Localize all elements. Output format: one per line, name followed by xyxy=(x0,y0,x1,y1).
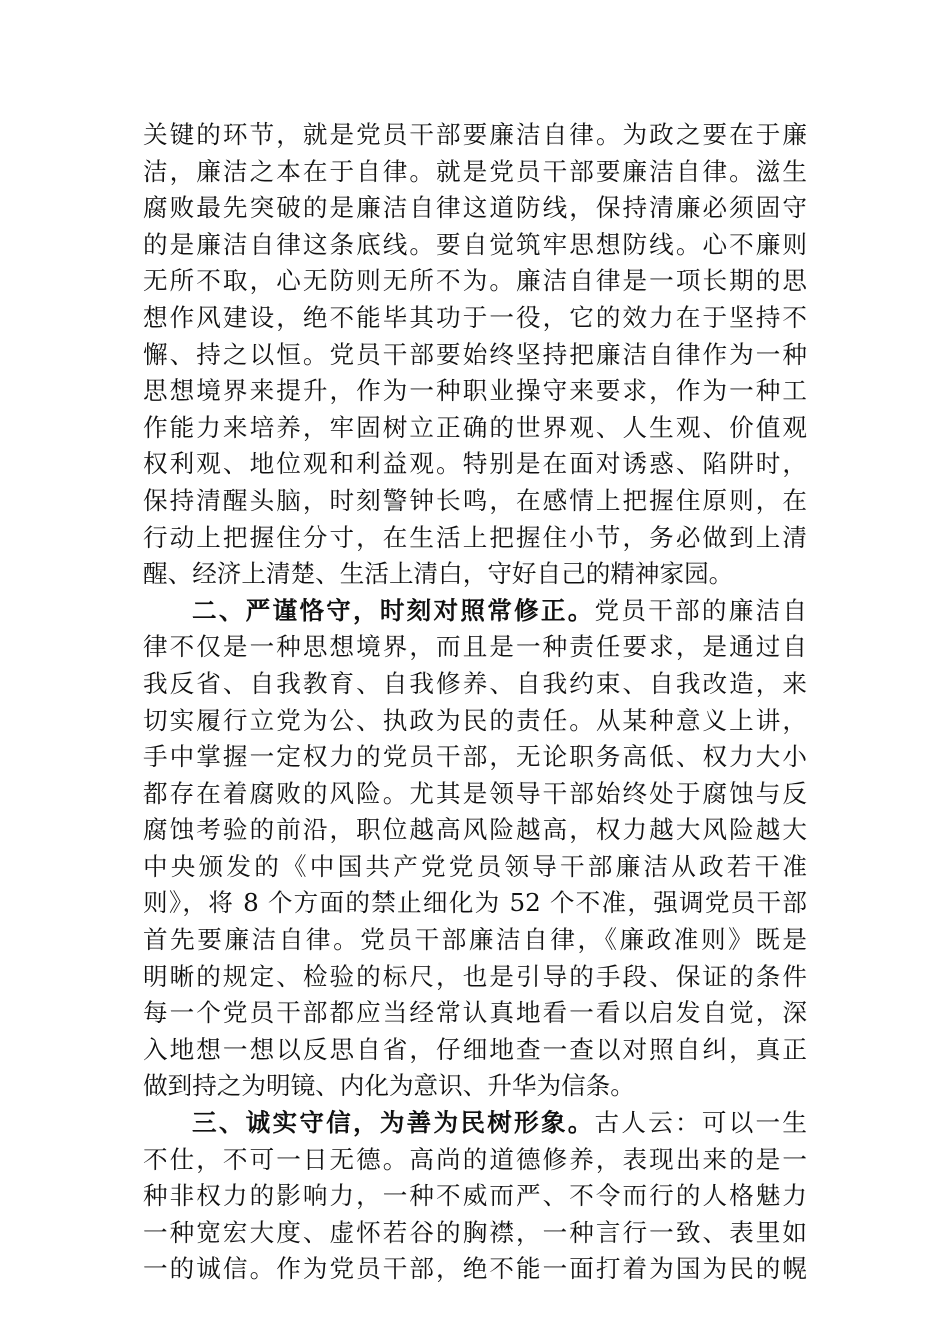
text-line: 洁，廉洁之本在于自律。就是党员干部要廉洁自律。滋生 xyxy=(143,156,807,186)
text-line: 权利观、地位观和利益观。特别是在面对诱惑、陷阱时， xyxy=(143,449,807,479)
text-line: 作能力来培养，牢固树立正确的世界观、人生观、价值观 xyxy=(143,412,807,442)
text-line: 思想境界来提升，作为一种职业操守来要求，作为一种工 xyxy=(143,376,807,406)
text-line: 不仕，不可一日无德。高尚的道德修养，表现出来的是一 xyxy=(143,1144,807,1174)
text-line: 种非权力的影响力，一种不威而严、不令而行的人格魅力 xyxy=(143,1181,807,1211)
text-line: 关键的环节，就是党员干部要廉洁自律。为政之要在于廉 xyxy=(143,120,807,149)
text-line: 都存在着腐败的风险。尤其是领导干部始终处于腐蚀与反 xyxy=(143,778,807,808)
text-line: 律不仅是一种思想境界，而且是一种责任要求，是通过自 xyxy=(143,632,807,662)
text-line: 明晰的规定、检验的标尺，也是引导的手段、保证的条件 xyxy=(143,961,807,991)
section-2-first-line-text: 党员干部的廉洁自 xyxy=(594,595,807,625)
body-text xyxy=(143,117,807,1288)
text-line: 手中掌握一定权力的党员干部，无论职务高低、权力大小 xyxy=(143,742,807,772)
text-line: 做到持之为明镜、内化为意识、升华为信条。 xyxy=(143,1071,635,1101)
text-line: 腐蚀考验的前沿，职位越高风险越高，权力越大风险越大 xyxy=(143,815,807,845)
text-line: 每一个党员干部都应当经常认真地看一看以启发自觉，深 xyxy=(143,998,807,1028)
text-line: 则》，将 8 个方面的禁止细化为 52 个不准，强调党员干部 xyxy=(143,888,807,918)
section-2-heading: 二、严谨恪守，时刻对照常修正。 xyxy=(192,595,595,625)
section-3-first-line-text: 古人云：可以一生 xyxy=(594,1108,807,1138)
text-line: 想作风建设，绝不能毕其功于一役，它的效力在于坚持不 xyxy=(143,302,807,332)
text-line: 首先要廉洁自律。党员干部廉洁自律，《廉政准则》既是 xyxy=(143,925,807,955)
text-line: 中央颁发的《中国共产党党员领导干部廉洁从政若干准 xyxy=(143,851,807,881)
text-line: 无所不取，心无防则无所不为。廉洁自律是一项长期的思 xyxy=(143,266,807,296)
text-line: 一的诚信。作为党员干部，绝不能一面打着为国为民的幌 xyxy=(143,1254,807,1284)
text-line: 的是廉洁自律这条底线。要自觉筑牢思想防线。心不廉则 xyxy=(143,229,807,259)
text-line: 一种宽宏大度、虚怀若谷的胸襟，一种言行一致、表里如 xyxy=(143,1217,807,1247)
text-line: 醒、经济上清楚、生活上清白，守好自己的精神家园。 xyxy=(143,559,734,589)
section-2-first-line xyxy=(143,593,807,630)
text-line: 切实履行立党为公、执政为民的责任。从某种意义上讲， xyxy=(143,705,807,735)
section-3-first-line xyxy=(143,1105,807,1142)
section-3-heading: 三、诚实守信，为善为民树形象。 xyxy=(192,1108,595,1138)
text-line: 懈、持之以恒。党员干部要始终坚持把廉洁自律作为一种 xyxy=(143,339,807,369)
text-line: 保持清醒头脑，时刻警钟长鸣，在感情上把握住原则，在 xyxy=(143,485,807,515)
text-line: 行动上把握住分寸，在生活上把握住小节，务必做到上清 xyxy=(143,522,807,552)
text-line: 入地想一想以反思自省，仔细地查一查以对照自纠，真正 xyxy=(143,1034,807,1064)
text-line: 我反省、自我教育、自我修养、自我约束、自我改造，来 xyxy=(143,668,807,698)
text-line: 腐败最先突破的是廉洁自律这道防线，保持清廉必须固守 xyxy=(143,193,807,223)
